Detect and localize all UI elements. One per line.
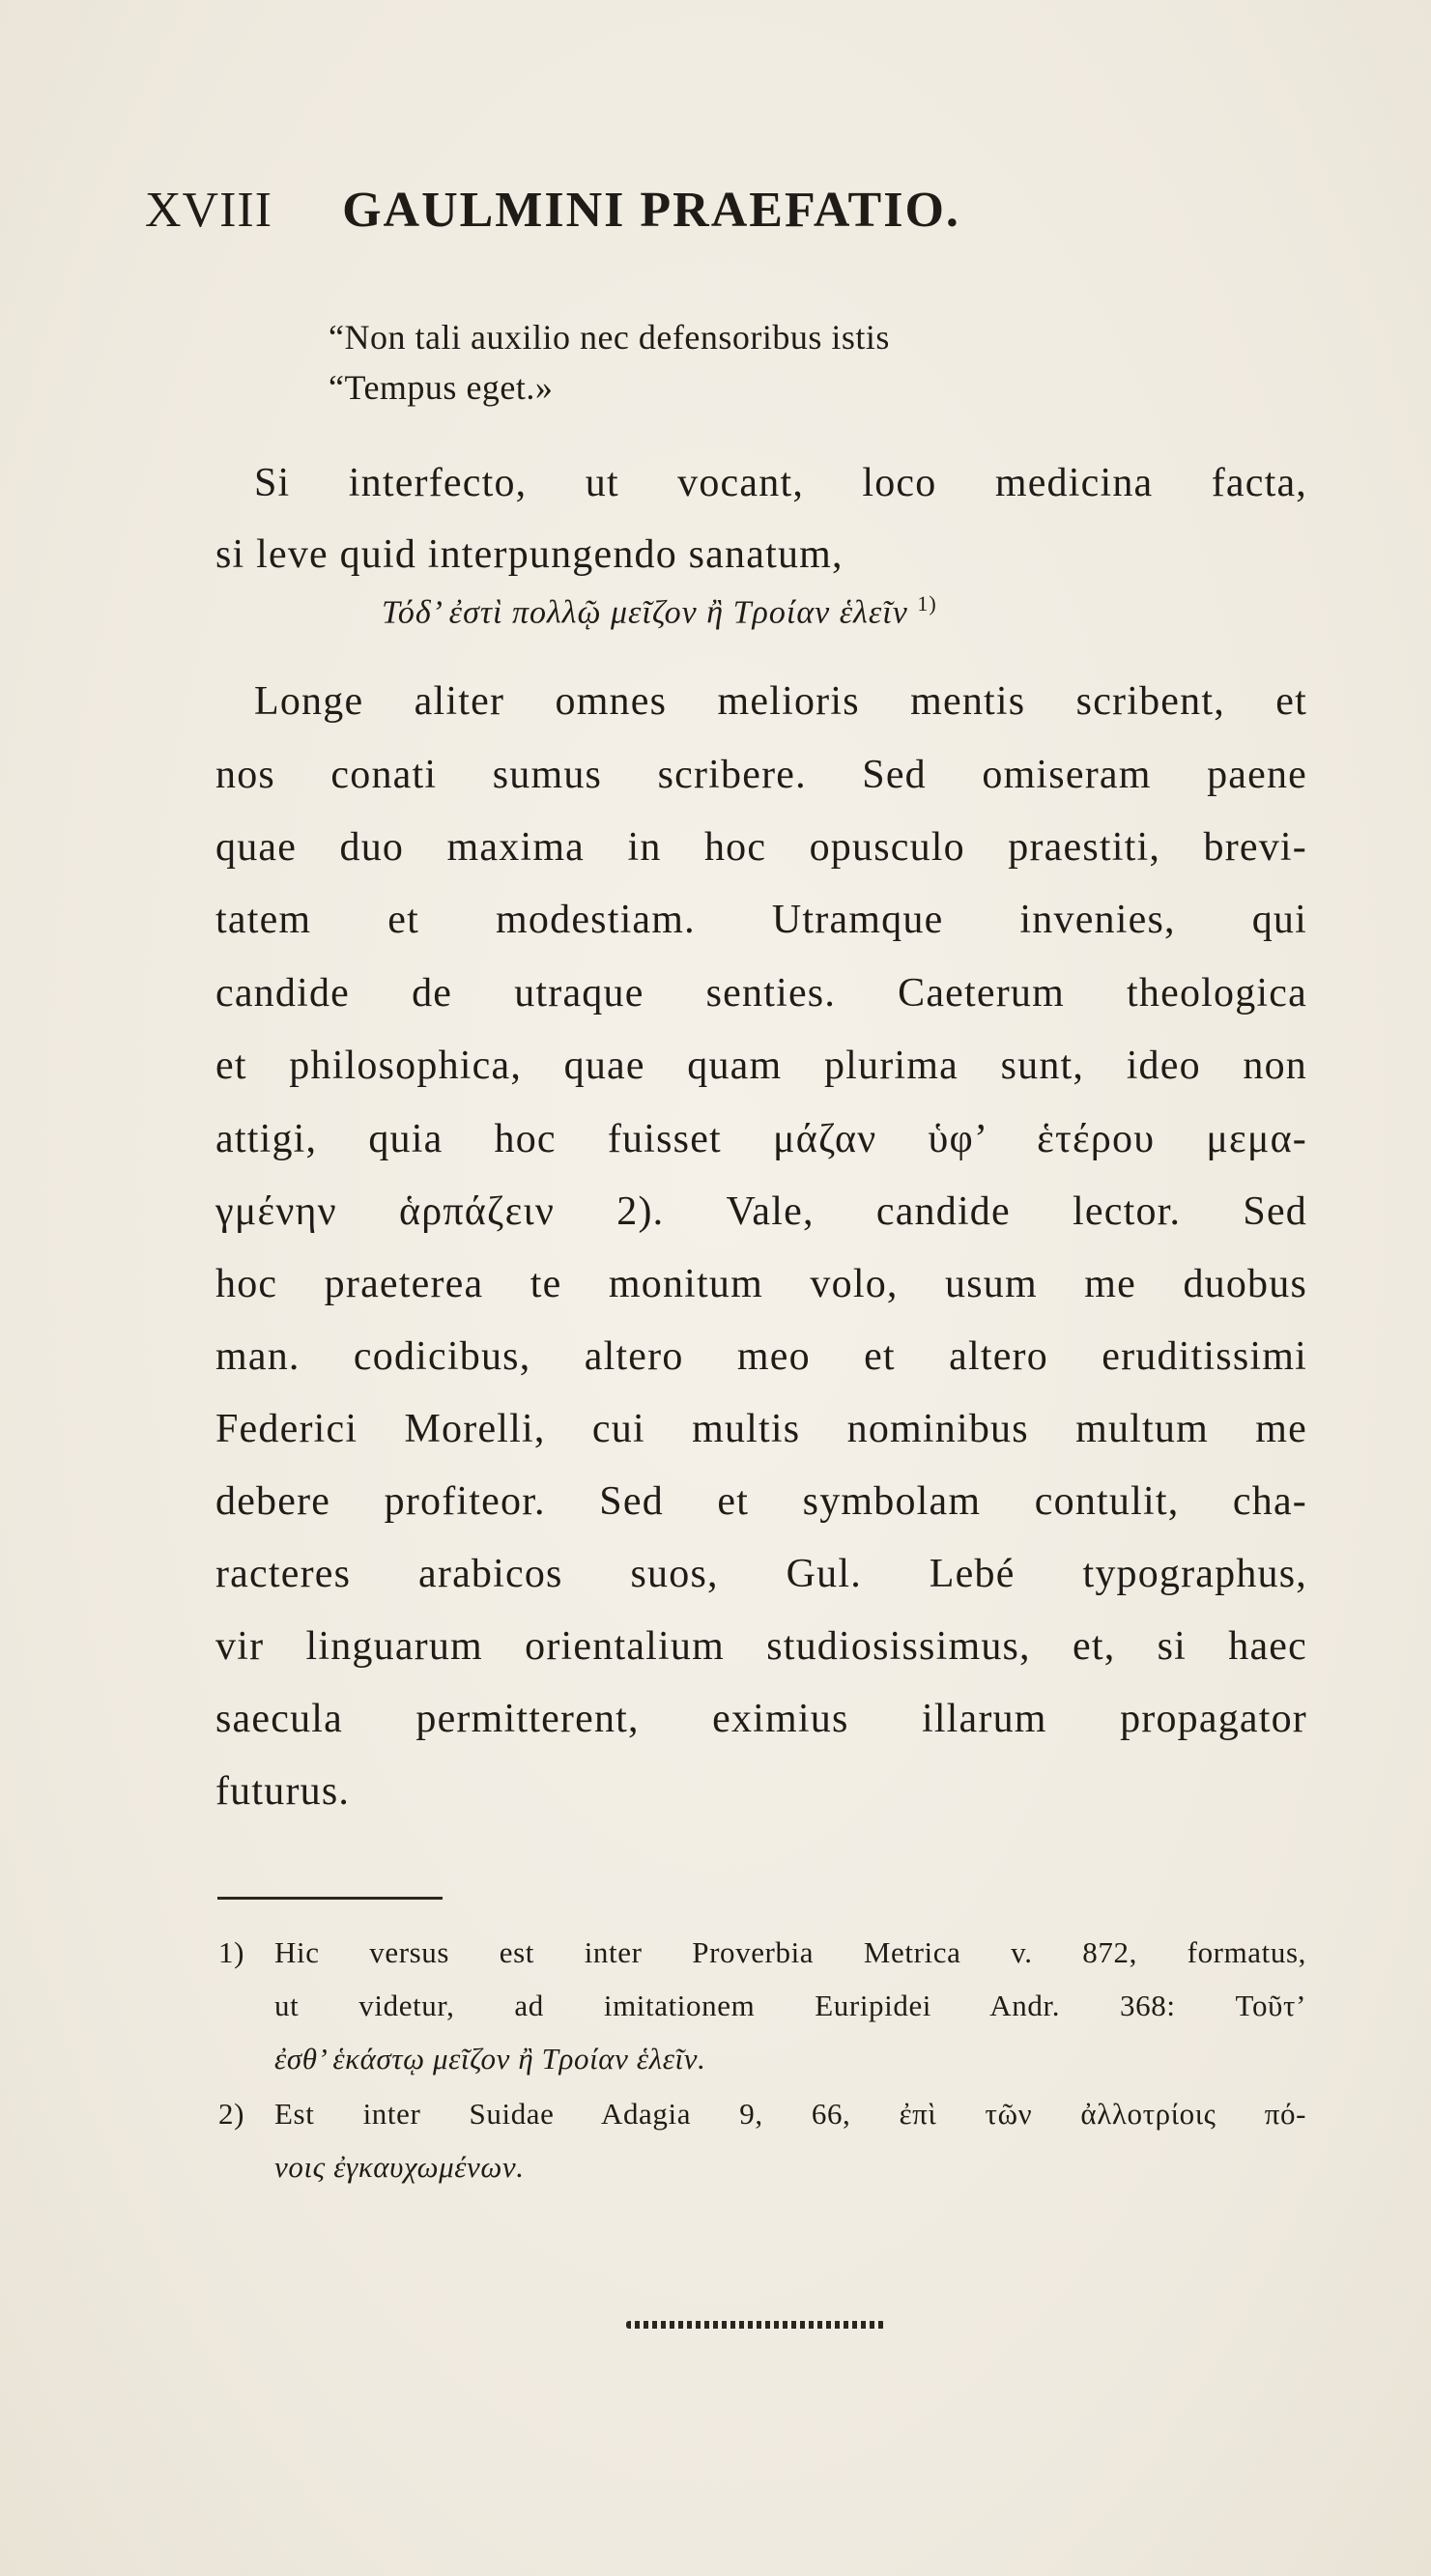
footnote-1-line-2: ut videtur, ad imitationem Euripidei Andr. 368: Τοῦτ’ — [274, 1989, 1306, 2022]
footnote-2-marker: 2) — [218, 2097, 245, 2131]
paragraph-line-8: γμένην ἁρπάζειν 2). Vale, candide lector. Sed — [215, 1189, 1307, 1234]
verse-quote-line-2: “Tempus eget.» — [329, 368, 554, 407]
paragraph-line-15: saecula permitterent, eximius illarum propagator — [215, 1697, 1307, 1741]
footnote-2-line-2: νοις ἐγκαυχωμένων. — [274, 2150, 525, 2184]
greek-quote-text: Τόδ’ ἐστὶ πολλῷ μεῖζον ἢ Τροίαν ἑλεῖν — [382, 594, 908, 631]
paragraph-line-7: attigi, quia hoc fuisset μάζαν ὑφ’ ἑτέρου μεμα- — [215, 1117, 1307, 1161]
paragraph-line-11: Federici Morelli, cui multis nominibus multum me — [215, 1407, 1307, 1451]
running-header — [145, 182, 960, 239]
verse-quote-line-1: “Non tali auxilio nec defensoribus istis — [329, 318, 890, 357]
greek-quote — [382, 591, 937, 631]
footnote-2-line-1: Est inter Suidae Adagia 9, 66, ἐπὶ τῶν ἀλλοτρίοις πό- — [274, 2097, 1306, 2131]
paragraph-line-10: man. codicibus, altero meo et altero eruditissimi — [215, 1334, 1307, 1379]
paragraph-line-1: Longe aliter omnes melioris mentis scribent, et — [254, 679, 1307, 724]
footnote-1-marker: 1) — [218, 1935, 245, 1969]
paragraph-line-6: et philosophica, quae quam plurima sunt, ideo non — [215, 1044, 1307, 1088]
running-title: GAULMINI PRAEFATIO. — [342, 183, 960, 238]
paragraph-line-14: vir linguarum orientalium studiosissimus, et, si haec — [215, 1624, 1307, 1669]
paragraph-line-9: hoc praeterea te monitum volo, usum me duobus — [215, 1262, 1307, 1306]
paragraph-line-3: quae duo maxima in hoc opusculo praestiti, brevi- — [215, 825, 1307, 870]
intro-line-1: Si interfecto, ut vocant, loco medicina facta, — [254, 461, 1307, 505]
page-number: XVIII — [145, 183, 273, 238]
footnote-1-line-3: ἐσθ’ ἑκάστῳ μεῖζον ἢ Τροίαν ἑλεῖν. — [274, 2042, 706, 2075]
decorative-ornament-rule — [626, 2321, 885, 2329]
paragraph-line-4: tatem et modestiam. Utramque invenies, qui — [215, 898, 1307, 942]
footnote-divider — [217, 1897, 443, 1900]
paragraph-line-5: candide de utraque senties. Caeterum theologica — [215, 971, 1307, 1016]
paragraph-line-12: debere profiteor. Sed et symbolam contulit, cha- — [215, 1479, 1307, 1524]
paragraph-line-13: racteres arabicos suos, Gul. Lebé typographus, — [215, 1552, 1307, 1596]
paragraph-line-2: nos conati sumus scribere. Sed omiseram paene — [215, 753, 1307, 797]
intro-line-2: si leve quid interpungendo sanatum, — [215, 532, 844, 577]
paragraph-line-16: futurus. — [215, 1769, 351, 1814]
footnote-1-line-1: Hic versus est inter Proverbia Metrica v. 872, formatus, — [274, 1935, 1306, 1969]
greek-quote-note-ref: 1) — [917, 591, 937, 615]
